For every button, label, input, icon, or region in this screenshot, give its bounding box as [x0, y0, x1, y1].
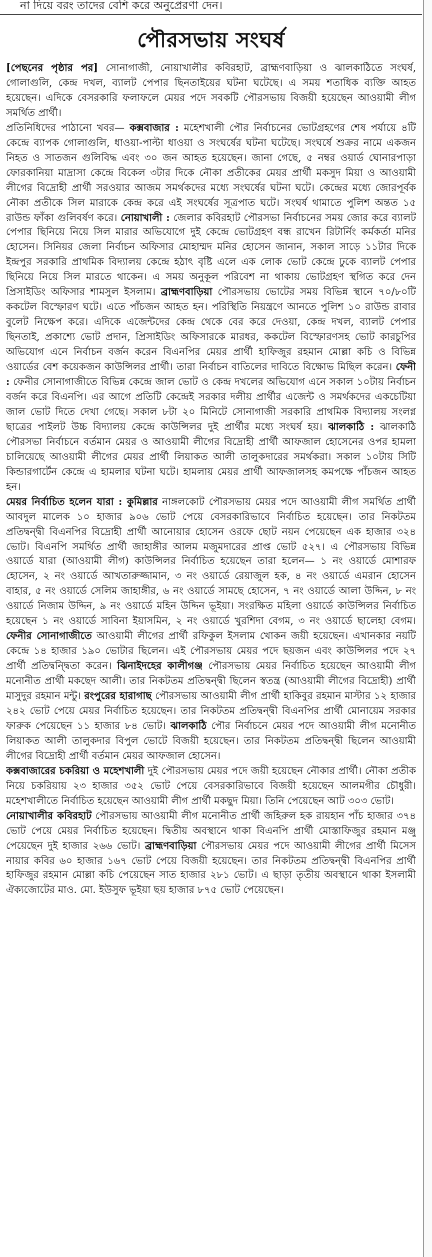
previous-article-text: না দিয়ে বরং তাদের বেশি করে অনুপ্রেরণা দেন।: [20, 0, 223, 12]
place-dateline: নোয়াখালী :: [120, 212, 170, 224]
paragraph-text: পৌরসভায় মেয়র পদে আওয়ামী লীগের প্রার্থী মিসেস নায়ার কবির ৬০ হাজার ১৬৭ ভোট পেয়ে বিজয়ী হয়েছেন। তার নিকটতম প্রতিদ্বন্দ্বী বিএনপির প্রার্থী হাফিজুর রহমান মোল্লা কচি পেয়েছেন সাত হাজার ২৮১ ভোট। এ ছাড়া তৃতীয় অবস্থানে থাকা ইসলামী ঐক্যজোটের মাও. মো. ইউসুফ ভূইয়া ছয় হাজার ৮৭৫ ভোট পেয়েছেন।: [6, 840, 416, 897]
place-dateline: ফেনী :: [6, 362, 416, 389]
place-dateline: নোয়াখালীর কবিরহাট: [6, 810, 92, 822]
article-headline: পৌরসভায় সংঘর্ষ: [137, 27, 285, 52]
paragraph-text: সোনাগাজী, নোয়াখালীর কবিরহাট, ব্রাহ্মণবাড়িয়া ও ঝালকাঠিতে সংঘর্ষ, গোলাগুলি, কেন্দ্র দখল, ব্যালট পেপার ছিনতাইয়ের ঘটনা ঘটেছে। এ সময় শতাধিক ব্যক্তি আহত হয়েছেন। এদিকে বেসরকারি ফলাফলে মেয়র পদে সবকটি পৌরসভায় বিজয়ী হয়েছেন আওয়ামী লীগ সমর্থিত প্রার্থী।: [6, 63, 416, 119]
paragraph-text: ঝালকাঠি পৌরসভা নির্বাচনে বর্তমান মেয়র ও আওয়ামী লীগের বিদ্রোহী প্রার্থী আফজাল হোসেনের ওপর হামলা চালিয়েছে আওয়ামী লীগের মেয়র প্রার্থী লিয়াকত আলী তালুকদারের সমর্থকরা। সকাল ১০টায় সিটি কিন্ডারগার্টেন কেন্দ্রে এ হামলার ঘটনা ঘটে। হামলায় মেয়র প্রার্থী আফজালসহ কমপক্ষে পাঁচজন আহত হন।: [6, 421, 416, 493]
place-dateline: ঝিনাইদহের কালীগঞ্জ: [117, 661, 203, 673]
place-dateline: কক্সবাজারের চকরিয়া ও মহেশখালী: [6, 765, 145, 777]
paragraph-text: পৌর নির্বাচনে মেয়র পদে আওয়ামী লীগ মনোনীত লিয়াকত আলী তালুকদার বিপুল ভোটে বিজয়ী হয়েছেন। তার নিকটতম প্রতিদ্বন্দ্বী ছিলেন আওয়ামী লীগের বিদ্রোহী প্রার্থী বর্তমান মেয়র আফজাল হোসেন।: [6, 720, 416, 762]
adjacent-column-edge: [423, 0, 432, 1257]
place-dateline: ফেনীর সোনাগাজীতে: [6, 631, 92, 643]
article-body: [6, 62, 416, 1252]
paragraph-text: পৌরসভায় আওয়ামী লীগ মনোনীত প্রার্থী জহিরুল হক রায়হান পাঁচ হাজার ৩৭৪ ভোট পেয়ে মেয়র নির্বাচিত হয়েছেন। দ্বিতীয় অবস্থানে থাকা বিএনপি প্রার্থী মোস্তাফিজুর রহমান মঞ্জু পেয়েছেন দুই হাজার ২৬৬ ভোট।: [6, 810, 416, 852]
place-dateline: ঝালকাঠি: [170, 720, 207, 732]
place-dateline: কুমিল্লার: [126, 496, 158, 508]
column-divider: [0, 14, 422, 15]
previous-article-fragment: [0, 0, 418, 12]
paragraph-text: আওয়ামী লীগের প্রার্থী রফিকুল ইসলাম খোকন জয়ী হয়েছেন। এখানকার নয়টি কেন্দ্রে ১৪ হাজার ১৯০ ভোটার ছিলেন। এই পৌরসভায় মেয়র পদে ছয়জন এবং কাউন্সিলর পদে ২৭ প্রার্থী প্রতিদ্বন্দ্বিতা করেন।: [6, 631, 416, 673]
section-label: মেয়র নির্বাচিত হলেন যারা :: [6, 496, 127, 508]
paragraph-text: পৌরসভায় মেয়র নির্বাচিত হয়েছেন আওয়ামী লীগ মনোনীত প্রার্থী মকছেদ আলী। তার নিকটতম প্রতিদ্বন্দ্বী ছিলেন স্বতন্ত্র (আওয়ামী লীগের বিদ্রোহী) প্রার্থী মাসুদুর রহমান মন্টু।: [6, 661, 416, 703]
paragraph-text: মহেশখালী পৌর নির্বাচনের ভোটগ্রহণের শেষ পর্যায়ে ৪টি কেন্দ্রে ব্যাপক গোলাগুলি, ধাওয়া-পাল্টা ধাওয়া ও সংঘর্ষের ঘটনা ঘটেছে। সংঘর্ষে শুক্রর নামে একজন নিহত ও সাতজন গুলিবিদ্ধ এবং ৩০ জন আহত হয়েছেন। জানা গেছে, ৫ নম্বর ওয়ার্ড ঘোনারপাড়া ফোরকানিয়া মাদ্রাসা কেন্দ্রে বিকেল ৩টার দিকে নৌকা প্রতীকের মেয়র প্রার্থী মকসুদ মিয়া ও আওয়ামী লীগের বিদ্রোহী প্রার্থী সরওয়ার আজম সমর্থকদের মধ্যে সংঘর্ষের ঘটনা ঘটে। কেন্দ্রের মধ্যে জোরপূর্বক নৌকা প্রতীকে সিল মারাকে কেন্দ্র করে এই সংঘর্ষের সূত্রপাত ঘটে। সংঘর্ষ থামাতে পুলিশ অন্তত ১৫ রাউন্ড ফাঁকা গুলিবর্ষণ করে।: [6, 122, 416, 224]
paragraph-text: প্রতিনিধিদের পাঠানো খবর—: [6, 122, 130, 134]
place-dateline: কক্সবাজার :: [129, 122, 179, 134]
continuation-label: [পেছনের পৃষ্ঠার পর]: [6, 63, 98, 74]
paragraph-text: জেলার কবিরহাট পৌরসভা নির্বাচনের সময় জোর করে ব্যালট পেপার ছিনিয়ে নিয়ে সিল মারার অভিযোগে দুই কেন্দ্রে ভোটগ্রহণ বন্ধ রাখেন রিটার্নিং কর্মকর্তা মনির হোসেন। সিনিয়র জেলা নির্বাচন অফিসার মোহাম্মদ মনির হোসেন জানান, সকাল সাড়ে ১১টার দিকে ইন্দ্রপুর সরকারি প্রাথমিক বিদ্যালয় কেন্দ্রে হঠাৎ বৃষ্টি এলে এক লোক ভোট কেন্দ্রে ঢুকে ব্যালট পেপার ছিনিয়ে নিয়ে সিল মারতে থাকেন। এ সময় অনুকূল পরিবেশ না থাকায় ভোটগ্রহণ স্থগিত করে দেন প্রিসাইডিং অফিসার শামসুল ইসলাম।: [6, 212, 416, 299]
paragraph-text: দুই পৌরসভায় মেয়র পদে জয়ী হয়েছেন নৌকার প্রার্থী। নৌকা প্রতীক নিয়ে চকরিয়ায় ২৩ হাজার ৩৫২ ভোট পেয়ে বেসরকারিভাবে বিজয়ী হয়েছেন আলমগীর চৌধুরী। মহেশখালীতে নির্বাচিত হয়েছেন আওয়ামী লীগ প্রার্থী মকছুদ মিয়া। তিনি পেয়েছেন আট ৩০৩ ভোট।: [6, 765, 416, 807]
paragraph-text: নাঙ্গলকোট পৌরসভায় মেয়র পদে আওয়ামী লীগ সমর্থিত প্রার্থী আবদুল মালেক ১০ হাজার ৯০৬ ভোট পেয়ে বেসরকারিভাবে নির্বাচিত হয়েছেন। তার নিকটতম প্রতিদ্বন্দ্বী বিএনপির বিদ্রোহী প্রার্থী আনোয়ার হোসেন ওরফে ছোট নয়ন পেয়েছেন এক হাজার ৩২৪ ভোট। বিএনপি সমর্থিত প্রার্থী জাহাঙ্গীর আলম মজুমদারের প্রাপ্ত ভোট ৫২৭। এ পৌরসভায় বিভিন্ন ওয়ার্ডে যারা (আওয়ামী লীগ) কাউন্সিলর নির্বাচিত হয়েছেন তারা হলেন— ১ নং ওয়ার্ডে মোশারফ হোসেন, ২ নং ওয়ার্ডে আখতারুজ্জামান, ৩ নং ওয়ার্ডে রেয়াজুল হক, ৪ নং ওয়ার্ডে এমরান হোসেন বাহার, ৫ নং ওয়ার্ডে সেলিম জাহাঙ্গীর, ৬ নং ওয়ার্ডে সামছে হোসেন, ৭ নং ওয়ার্ডে আলা উদ্দিন, ৮ নং ওয়ার্ডে নিজাম উদ্দিন, ৯ নং ওয়ার্ডে মহিন উদ্দিন ভূইয়া। সংরক্ষিত মহিলা ওয়ার্ডে কাউন্সিলর নির্বাচিত হয়েছেন ১ নং ওয়ার্ডে সাবিনা ইয়াসমিন, ২ নং ওয়ার্ডে খুরশিদা বেগম, ৩ নং ওয়ার্ডে ছালেহা বেগম।: [6, 496, 416, 628]
article-paragraph: [6, 122, 416, 496]
place-dateline: রংপুরের হারাগাছ: [84, 691, 152, 703]
place-dateline: ঝালকাঠি :: [328, 421, 375, 433]
paragraph-text: পৌরসভায় ভোটের সময় বিভিন্ন স্থানে ৭০/৮০টি ককটেল বিস্ফোরণ ঘটে। এতে পাঁচজন আহত হন। পরিস্থিতি নিয়ন্ত্রণে আনতে পুলিশ ১০ রাউন্ড রাবার বুলেট নিক্ষেপ করে। এদিকে এজেন্টদের কেন্দ্র থেকে বের করে দেওয়া, কেন্দ্র দখল, ব্যালট পেপার ছিনতাই, প্রকাশ্যে ভোট প্রদান, প্রিসাইডিং অফিসারকে মারধর, ককটেল বিস্ফোরণসহ ভোট কারচুপির অভিযোগ এনে নির্বাচন বর্জন করেন বিএনপির মেয়র প্রার্থী হাফিজুর রহমান মোল্লা কচি ও বিভিন্ন ওয়ার্ডের বেশ কয়েকজন কাউন্সিলর প্রার্থী। তারা নির্বাচন বাতিলের দাবিতে বিক্ষোভ মিছিল করেন।: [6, 287, 416, 374]
article-paragraph: [6, 810, 416, 900]
paragraph-text: পৌরসভায় আওয়ামী লীগ প্রার্থী হাকিবুর রহমান মাস্টার ১২ হাজার ২৪২ ভোট পেয়ে মেয়র নির্বাচিত হয়েছেন। তার নিকটতম প্রতিদ্বন্দ্বী বিএনপির প্রার্থী মোনায়েম সরকার ফারুক পেয়েছেন ১১ হাজার ৮৪ ভোট।: [6, 691, 416, 732]
place-dateline: ব্রাহ্মণবাড়িয়া: [144, 840, 197, 852]
paragraph-text: ফেনীর সোনাগাজীতে বিভিন্ন কেন্দ্রে জাল ভোট ও কেন্দ্র দখলের অভিযোগ এনে সকাল ১০টায় নির্বাচন বর্জন করে বিএনপি। এর আগে প্রতিটি কেন্দ্রেই সরকার দলীয় প্রার্থীর এজেন্ট ও সমর্থকদের একচেটিয়া জাল ভোট দিতে দেখা গেছে। সকাল ৮টা ২০ মিনিটে সোনাগাজী সরকারি প্রাথমিক বিদ্যালয় সংলগ্ন ছাত্রের পাইলট উচ্চ বিদ্যালয় কেন্দ্রে কাউন্সিলর দুই প্রার্থীর মধ্যে সংঘর্ষ হয়।: [6, 377, 416, 433]
article-paragraph: [6, 62, 416, 122]
article-paragraph: [6, 496, 416, 765]
article-paragraph: [6, 765, 416, 810]
place-dateline: ব্রাহ্মণবাড়িয়া: [160, 287, 213, 299]
